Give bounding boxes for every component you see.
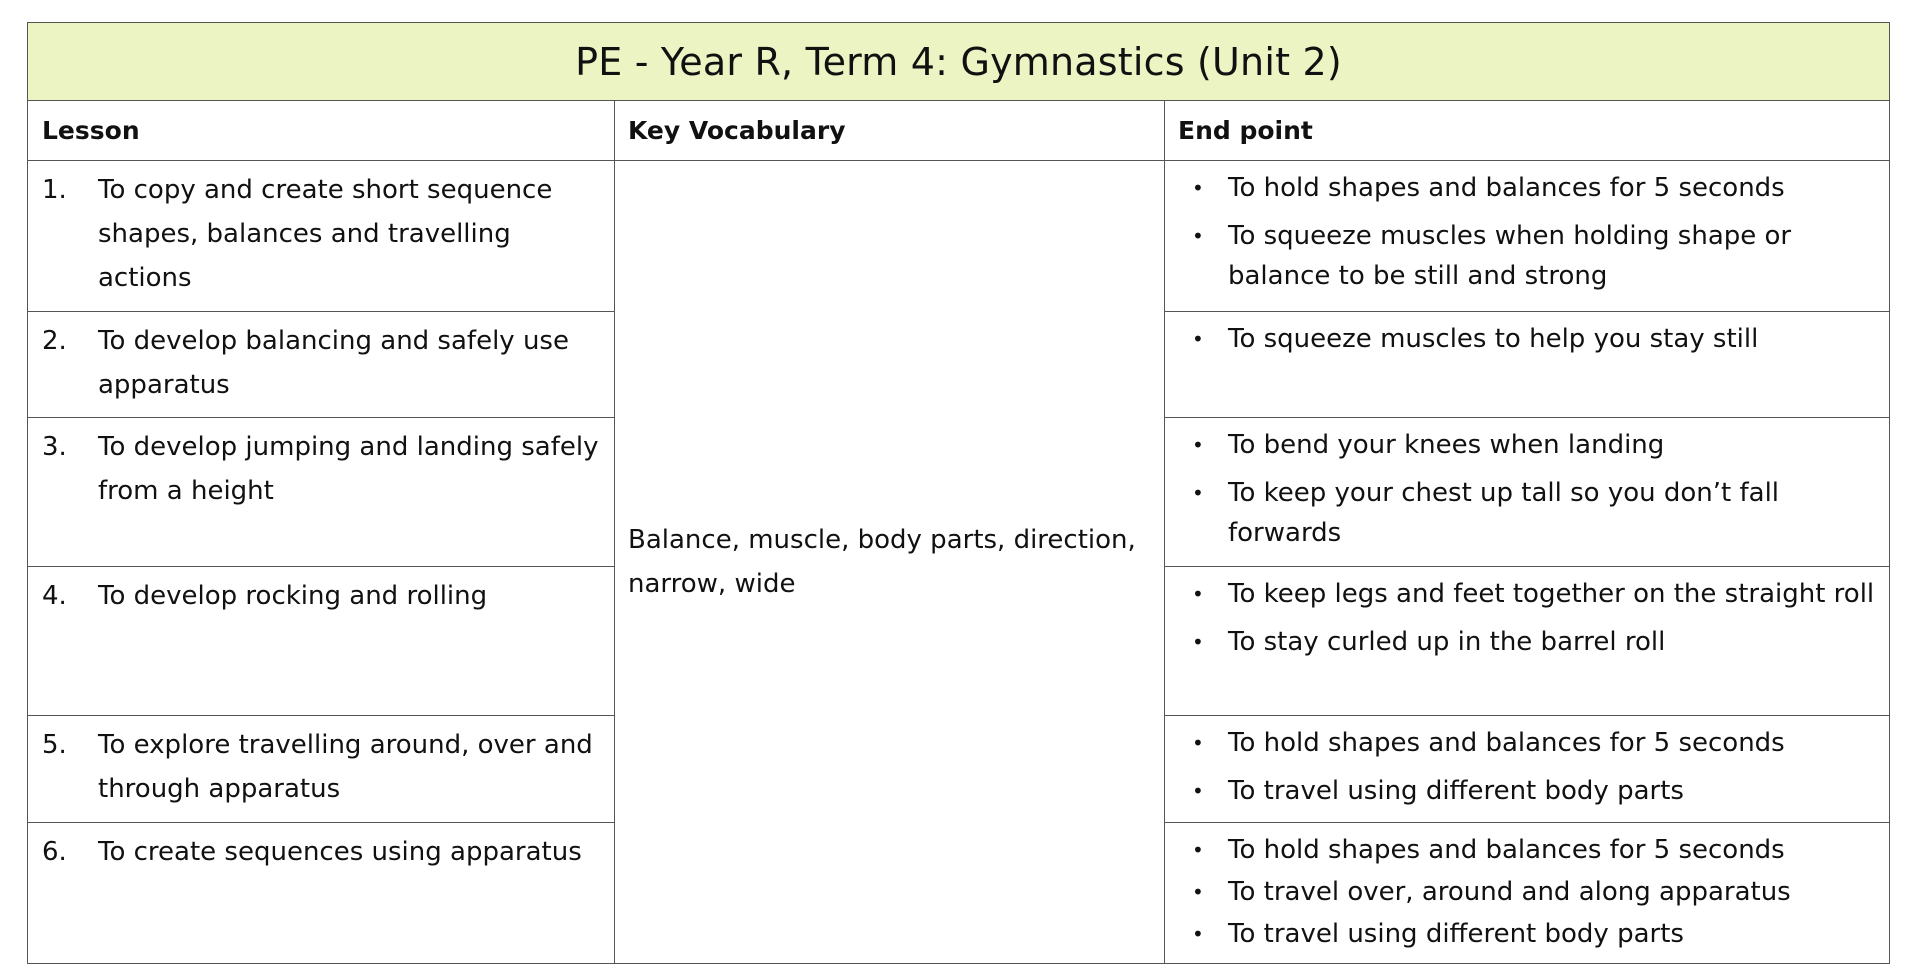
lesson-cell-1 xyxy=(28,160,614,311)
lesson-cell-2 xyxy=(28,311,614,417)
lesson-cell-3 xyxy=(28,417,614,566)
bullet-icon: • xyxy=(1192,481,1204,505)
lesson-cell-6 xyxy=(28,822,614,963)
key-vocabulary-text: Balance, muscle, body parts, direction, narrow, wide xyxy=(628,524,1136,599)
bullet-icon: • xyxy=(1192,779,1204,803)
lesson-text: To develop rocking and rolling xyxy=(98,581,488,611)
end-point-item: • To keep your chest up tall so you don’t fall forwards xyxy=(1182,473,1877,553)
bullet-icon: • xyxy=(1192,731,1204,755)
lesson-text: To explore travelling around, over and through apparatus xyxy=(98,730,593,804)
end-point-item: • To travel using different body parts xyxy=(1182,914,1877,954)
end-point-item: • To squeeze muscles when holding shape or balance to be still and strong xyxy=(1182,216,1877,296)
bullet-icon: • xyxy=(1192,880,1204,904)
lesson-number: 6. xyxy=(42,837,67,867)
lesson-text: To develop jumping and landing safely from a height xyxy=(98,432,599,506)
end-point-item: • To hold shapes and balances for 5 seconds xyxy=(1182,830,1877,870)
lesson-text: To copy and create short sequence shapes, balances and travelling actions xyxy=(98,175,553,293)
bullet-icon: • xyxy=(1192,922,1204,946)
lesson-number: 2. xyxy=(42,326,67,356)
end-point-item: • To hold shapes and balances for 5 seconds xyxy=(1182,168,1877,208)
lesson-number: 4. xyxy=(42,581,67,611)
bullet-icon: • xyxy=(1192,176,1204,200)
header-end-point: End point xyxy=(1178,116,1313,145)
end-point-item: • To bend your knees when landing xyxy=(1182,425,1877,465)
lesson-text: To develop balancing and safely use apparatus xyxy=(98,326,569,400)
header-key-vocabulary: Key Vocabulary xyxy=(628,116,846,145)
bullet-icon: • xyxy=(1192,838,1204,862)
page-title: PE - Year R, Term 4: Gymnastics (Unit 2) xyxy=(28,23,1889,101)
end-point-item: • To keep legs and feet together on the straight roll xyxy=(1182,574,1877,614)
key-vocabulary-cell xyxy=(614,160,1164,963)
end-point-item: • To squeeze muscles to help you stay still xyxy=(1182,319,1877,359)
bullet-icon: • xyxy=(1192,630,1204,654)
lesson-cell-4 xyxy=(28,566,614,715)
lesson-number: 1. xyxy=(42,175,67,205)
bullet-icon: • xyxy=(1192,224,1204,248)
end-point-cell-5 xyxy=(1164,715,1889,822)
bullet-icon: • xyxy=(1192,433,1204,457)
bullet-icon: • xyxy=(1192,327,1204,351)
lesson-text: To create sequences using apparatus xyxy=(98,837,582,867)
bullet-icon: • xyxy=(1192,582,1204,606)
lesson-number: 5. xyxy=(42,730,67,760)
gymnastics-plan-table xyxy=(27,22,1890,964)
lesson-cell-5 xyxy=(28,715,614,822)
header-lesson: Lesson xyxy=(42,116,140,145)
end-point-cell-4 xyxy=(1164,566,1889,715)
end-point-item: • To travel over, around and along apparatus xyxy=(1182,872,1877,912)
end-point-item: • To stay curled up in the barrel roll xyxy=(1182,622,1877,662)
end-point-cell-2 xyxy=(1164,311,1889,417)
lesson-number: 3. xyxy=(42,432,67,462)
end-point-item: • To travel using different body parts xyxy=(1182,771,1877,811)
end-point-cell-3 xyxy=(1164,417,1889,566)
end-point-cell-1 xyxy=(1164,160,1889,311)
end-point-cell-6 xyxy=(1164,822,1889,963)
end-point-item: • To hold shapes and balances for 5 seconds xyxy=(1182,723,1877,763)
